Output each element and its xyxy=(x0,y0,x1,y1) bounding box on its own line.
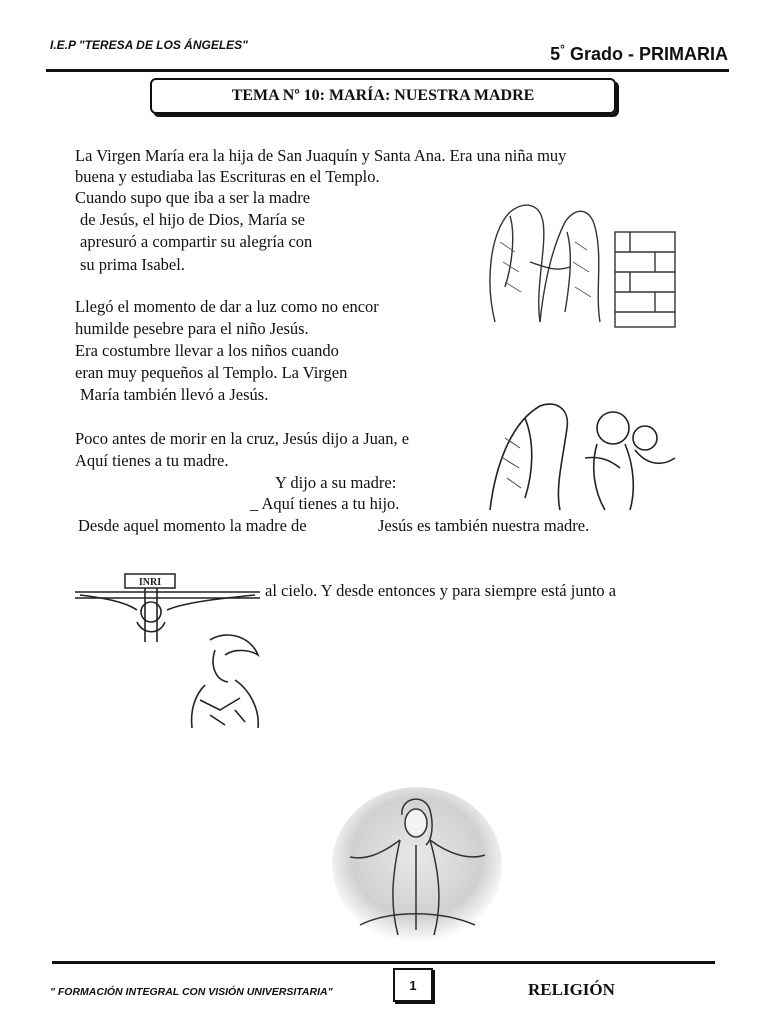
illustration-assumption xyxy=(330,785,505,945)
text-line: humilde pesebre para el niño Jesús. xyxy=(75,319,309,338)
text-line: su prima Isabel. xyxy=(80,255,185,274)
text-line: Cuando supo que iba a ser la madre xyxy=(75,188,311,207)
text-line: María también llevó a Jesús. xyxy=(80,385,269,404)
text-line: apresuró a compartir su alegría con xyxy=(80,232,313,251)
illustration-john xyxy=(180,630,270,730)
cross-inscription: INRI xyxy=(138,577,162,588)
illustration-presentation xyxy=(485,398,700,513)
text-line: al cielo. Y desde entonces y para siempre está junto a xyxy=(265,581,617,600)
footer-motto: " FORMACIÓN INTEGRAL CON VISIÓN UNIVERSITARIA" xyxy=(50,986,333,998)
text-line: Y dijo a su madre: xyxy=(275,473,397,492)
text-line: Era costumbre llevar a los niños cuando xyxy=(75,341,339,360)
text-line: Desde aquel momento la madre de xyxy=(78,516,307,535)
text-line: _ Aquí tienes a tu hijo. xyxy=(250,494,400,513)
page-title: TEMA Nº 10: MARÍA: NUESTRA MADRE xyxy=(150,78,616,114)
grade-number: 5 xyxy=(550,44,561,64)
school-name: I.E.P "TERESA DE LOS ÁNGELES" xyxy=(50,38,248,52)
text-line: Jesús es también nuestra madre. xyxy=(378,516,590,535)
text-line: Llegó el momento de dar a luz como no encor xyxy=(75,297,379,316)
header-divider xyxy=(46,69,729,72)
text-line: eran muy pequeños al Templo. La Virgen xyxy=(75,363,348,382)
text-line: buena y estudiaba las Escrituras en el Templo. xyxy=(75,167,380,186)
grade-text: Grado - PRIMARIA xyxy=(564,44,728,64)
text-line: de Jesús, el hijo de Dios, María se xyxy=(80,210,305,229)
footer-divider xyxy=(52,961,715,964)
grade-degree: ° xyxy=(560,42,565,56)
text-line: Aquí tienes a tu madre. xyxy=(75,451,229,470)
text-line: La Virgen María era la hija de San Juaquín y Santa Ana. Era una niña muy xyxy=(75,146,567,165)
grade-label xyxy=(550,42,728,65)
subject-label: RELIGIÓN xyxy=(528,980,615,999)
page-number: 1 xyxy=(393,968,433,1002)
illustration-visitation xyxy=(455,192,685,332)
text-line: Poco antes de morir en la cruz, Jesús dijo a Juan, e xyxy=(75,429,410,448)
